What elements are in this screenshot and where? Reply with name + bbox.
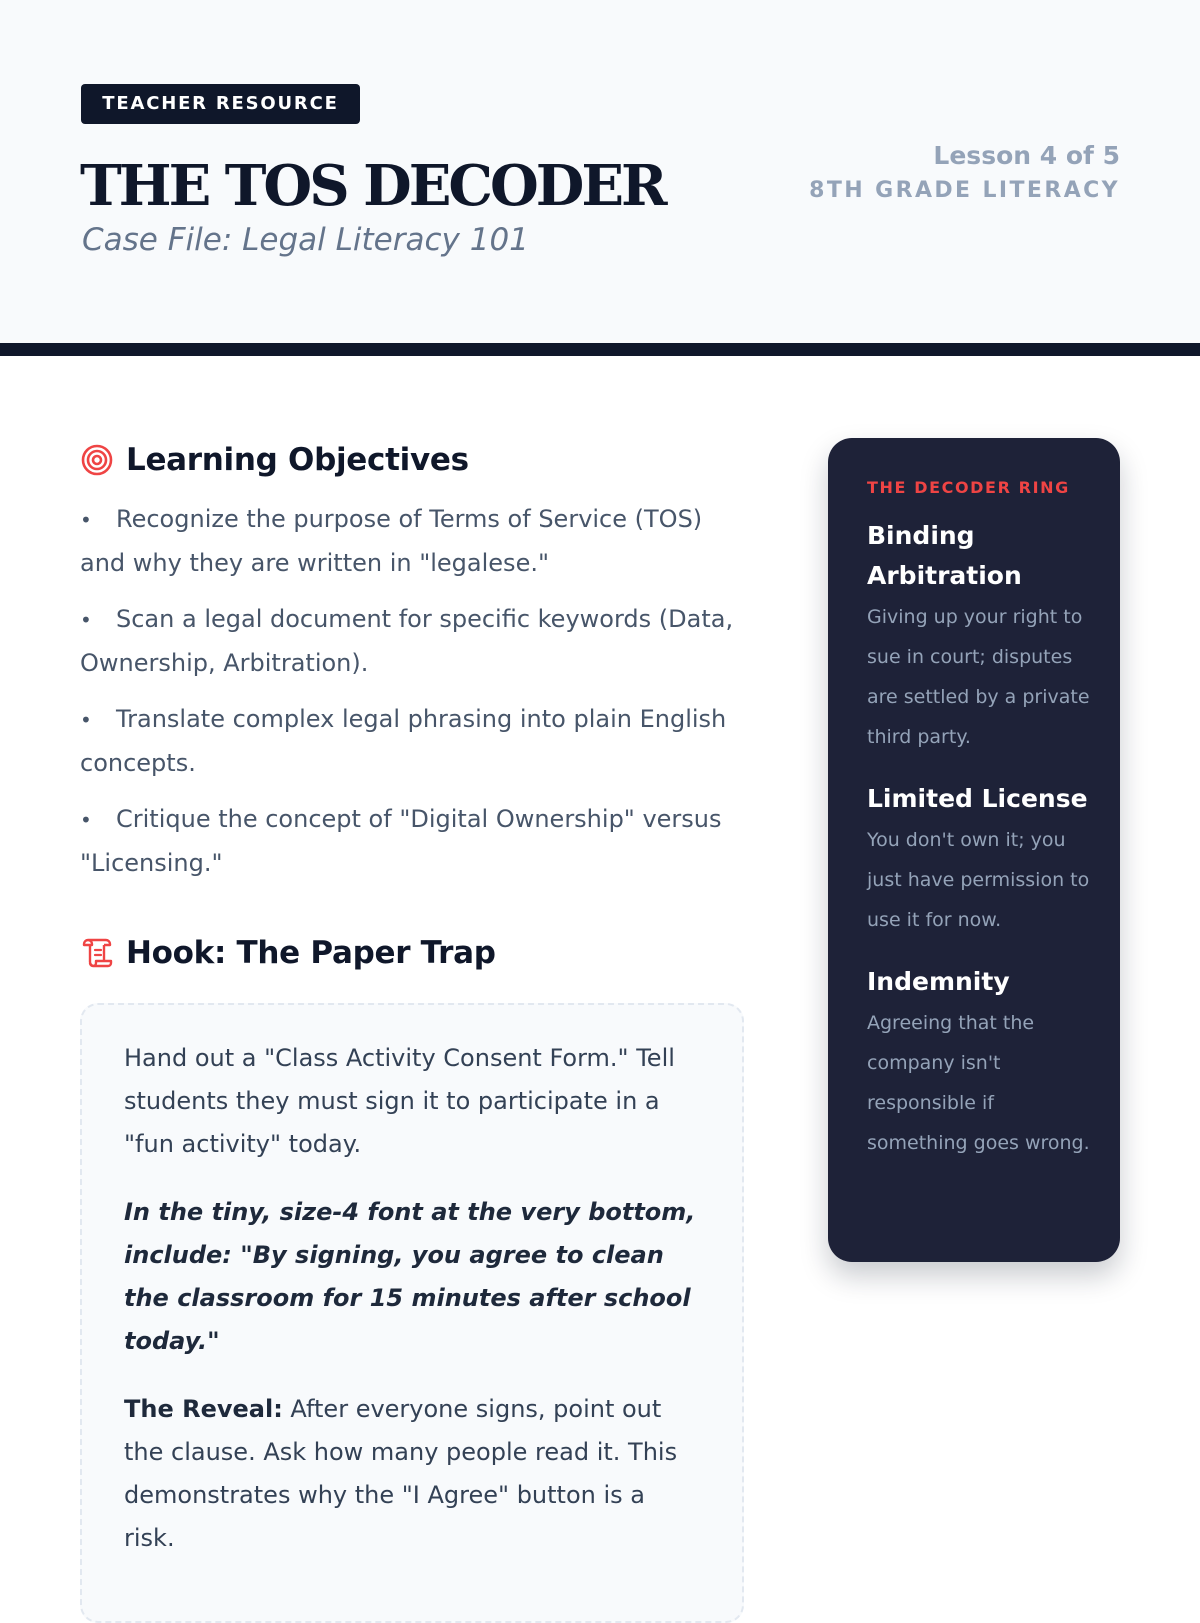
- objective-text: Recognize the purpose of Terms of Service (TOS) and why they are written in "legalese.": [80, 505, 703, 577]
- term-definition: Giving up your right to sue in court; disputes are settled by a private third party.: [867, 606, 1090, 748]
- hook-fine-print: In the tiny, size-4 font at the very bottom, include: "By signing, you agree to clean the classroom for 15 minutes after school today.": [124, 1198, 696, 1355]
- objective-text: Scan a legal document for specific keywords (Data, Ownership, Arbitration).: [80, 605, 734, 677]
- objective-text: Translate complex legal phrasing into plain English concepts.: [80, 705, 727, 777]
- term-name: Binding Arbitration: [867, 521, 1022, 590]
- bullet-icon: •: [80, 708, 92, 732]
- objective-item: [80, 698, 746, 785]
- teacher-resource-badge: TEACHER RESOURCE: [81, 84, 360, 124]
- bullet-icon: •: [80, 608, 92, 632]
- decoder-ring-card: [828, 438, 1120, 1262]
- hook-heading-text: Hook: The Paper Trap: [126, 935, 496, 971]
- objectives-heading-text: Learning Objectives: [126, 442, 469, 478]
- hook-intro: Hand out a "Class Activity Consent Form." Tell students they must sign it to participate in a "fun activity" today.: [124, 1044, 675, 1158]
- term-name: Indemnity: [867, 967, 1010, 996]
- reveal-text: After everyone signs, point out the clause. Ask how many people read it. This demonstrates why the "I Agree" button is a risk.: [124, 1395, 678, 1552]
- term-definition: You don't own it; you just have permission to use it for now.: [867, 829, 1090, 931]
- objectives-list: [80, 498, 746, 885]
- objective-text: Critique the concept of "Digital Ownership" versus "Licensing.": [80, 805, 722, 877]
- term-definition: Agreeing that the company isn't responsible if something goes wrong.: [867, 1012, 1090, 1154]
- objective-item: [80, 798, 746, 885]
- main-content: [80, 436, 746, 1623]
- term-limited-license: [867, 779, 1090, 940]
- lesson-meta: [809, 138, 1120, 208]
- term-name: Limited License: [867, 784, 1088, 813]
- decoder-ring-title: THE DECODER RING: [867, 478, 1070, 497]
- grade-level: 8TH GRADE LITERACY: [809, 178, 1120, 203]
- objectives-heading: [80, 436, 746, 484]
- target-icon: [80, 443, 114, 477]
- objective-item: [80, 498, 746, 585]
- bullet-icon: •: [80, 508, 92, 532]
- hook-reveal: [124, 1388, 702, 1560]
- hook-heading: [80, 929, 746, 977]
- reveal-label: The Reveal:: [124, 1395, 283, 1423]
- term-binding-arbitration: [867, 516, 1090, 757]
- scroll-icon: [80, 936, 114, 970]
- page-subtitle: Case File: Legal Literacy 101: [82, 222, 529, 258]
- bullet-icon: •: [80, 808, 92, 832]
- objective-item: [80, 598, 746, 685]
- lesson-number: Lesson 4 of 5: [933, 141, 1120, 170]
- hook-card: [80, 1003, 744, 1623]
- page-title: THE TOS DECODER: [80, 153, 665, 219]
- term-indemnity: [867, 962, 1090, 1163]
- page-header: [0, 0, 1200, 356]
